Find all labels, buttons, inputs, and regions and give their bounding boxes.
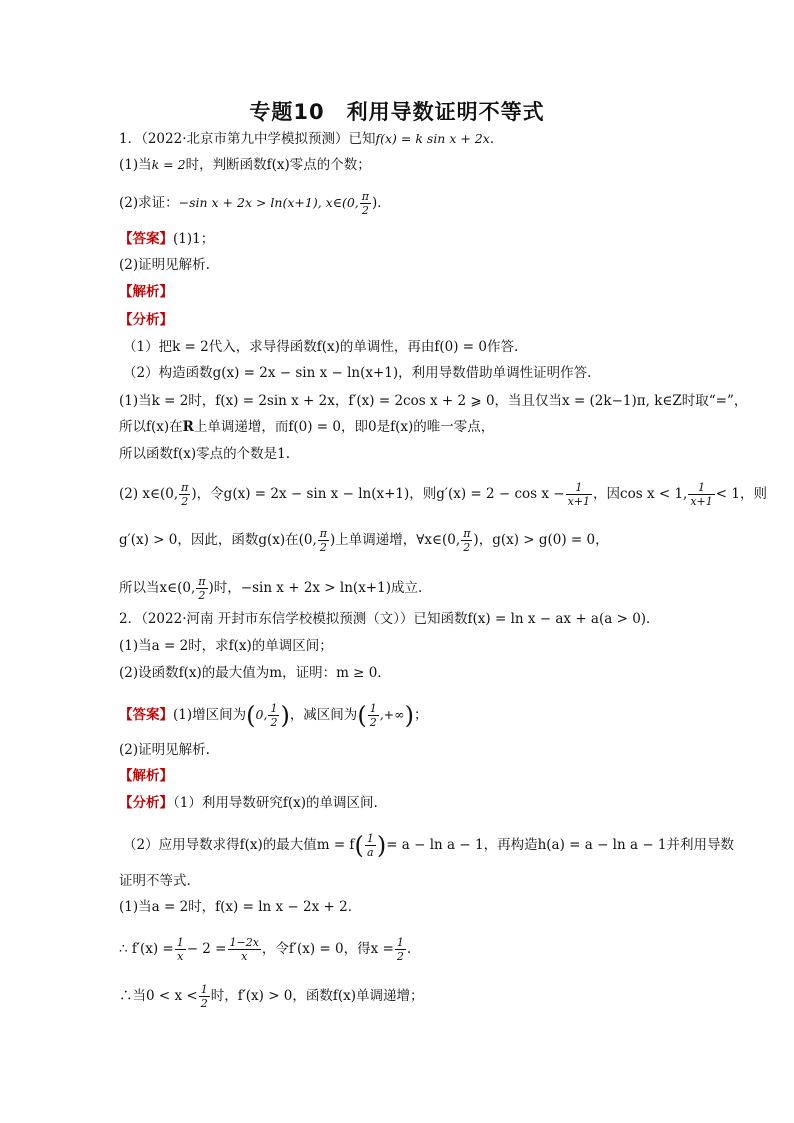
q1-fenxi-1: （1）把k = 2代入，求导得函数f(x)的单调性，再由f(0) = 0作答. [123,339,519,355]
q1-fenxi-2: （2）构造函数g(x) = 2x − sin x − ln(x+1)，利用导数借助单调性证明作答. [123,365,592,381]
fraction: $\frac{1}{2}$ [200,983,208,1010]
q1-solution-2: 所以f(x)在R上单调递增，而f(0) = 0，即0是f(x)的唯一零点， [119,419,495,435]
q1-jiexi-tag: 【解析】 [119,284,173,300]
q2-part2: (2)设函数f(x)的最大值为m，证明：m ≥ 0． [119,665,391,681]
q1-solution-1: (1)当k = 2时，f(x) = 2sin x + 2x，f′(x) = 2cos x + 2 ⩾ 0，当且仅当x = (2k−1)π, k∈Z时取“=”， [119,393,748,409]
fraction: $\frac{\pi}{2}$ [198,575,206,602]
q2-jiexi-tag: 【解析】 [119,768,173,784]
page-title: 专题10 利用导数证明不等式 [249,100,545,124]
q2-stem: 2．（2022·河南 开封市东信学校模拟预测（文））已知函数f(x) = ln x − ax + a(a > 0)． [119,611,660,627]
fraction: $\frac{\pi}{2}$ [181,481,189,508]
q1-fenxi-tag: 【分析】 [119,312,173,328]
q2-fenxi-3: 证明不等式. [119,873,191,889]
fraction: $\frac{1}{x+1}$ [567,481,591,508]
q1-part1: (1)当k = 2时，判断函数f(x)零点的个数； [119,157,371,173]
fraction: $\frac{1}{2}$ [396,936,404,963]
fraction: $\frac{\pi}{2}$ [361,190,369,217]
fraction: $\frac{\pi}{2}$ [319,527,328,554]
q1-stem: 1．（2022·北京市第九中学模拟预测）已知f(x) = k sin x + 2x． [119,131,504,147]
q2-answer-1: 【答案】(1)增区间为(0, $\frac{1}{2}$ )，减区间为( $\frac{1}{2}$ ,+∞)； [119,701,428,730]
fraction: $\frac{1-2x}{x}$ [229,936,259,963]
q2-answer-2: (2)证明见解析. [119,742,210,758]
q2-fenxi-1: 【分析】（1）利用导数研究f(x)的单调区间. [119,795,378,811]
q2-solution-3: ∴当0 < x < $\frac{1}{2}$ 时，f′(x) > 0，函数f(x)单调递增； [119,983,424,1010]
q1-solution-6: 所以当x∈(0, $\frac{\pi}{2}$ )时，−sin x + 2x > ln(x+1)成立. [119,575,423,602]
q1-solution-4: (2) x∈(0, $\frac{\pi}{2}$ )，令g(x) = 2x − sin x − ln(x+1)，则g′(x) = 2 − cos x − $\frac{1}{x+1}$ ，因cos x < 1, $\frac{1}{x+1}$ < 1，则 [119,481,767,508]
q2-solution-1: (1)当a = 2时，f(x) = ln x − 2x + 2． [119,899,362,915]
q1-solution-5: g′(x) > 0，因此，函数g(x)在(0, $\frac{\pi}{2}$ )上单调递增，∀x∈(0, $\frac{\pi}{2}$ )，g(x) > g(0) = 0， [119,527,609,554]
q1-answer-2: (2)证明见解析. [119,257,210,273]
fraction: $\frac{1}{2}$ [369,702,377,729]
fraction: $\frac{1}{x}$ [176,936,184,963]
q2-part1: (1)当a = 2时，求f(x)的单调区间； [119,638,333,654]
q1-answer-1: 【答案】(1)1； [119,231,215,247]
q2-fenxi-2: （2）应用导数求得f(x)的最大值m = f( $\frac{1}{a}$ )= a − ln a − 1，再构造h(a) = a − ln a − 1并利用导数 [123,831,735,860]
q1-solution-3: 所以函数f(x)零点的个数是1. [119,446,291,462]
fraction: $\frac{1}{a}$ [366,832,374,859]
fraction: $\frac{1}{x+1}$ [690,481,713,508]
fraction: $\frac{\pi}{2}$ [463,527,471,554]
q1-part2: (2)求证：−sin x + 2x > ln(x+1), x∈(0, $\frac{\pi}{2}$ )． [119,190,391,217]
fraction: $\frac{1}{2}$ [270,702,278,729]
q2-solution-2: ∴ f′(x) = $\frac{1}{x}$ − 2 = $\frac{1-2x}{x}$ ，令f′(x) = 0，得x = $\frac{1}{2}$ . [119,936,412,963]
